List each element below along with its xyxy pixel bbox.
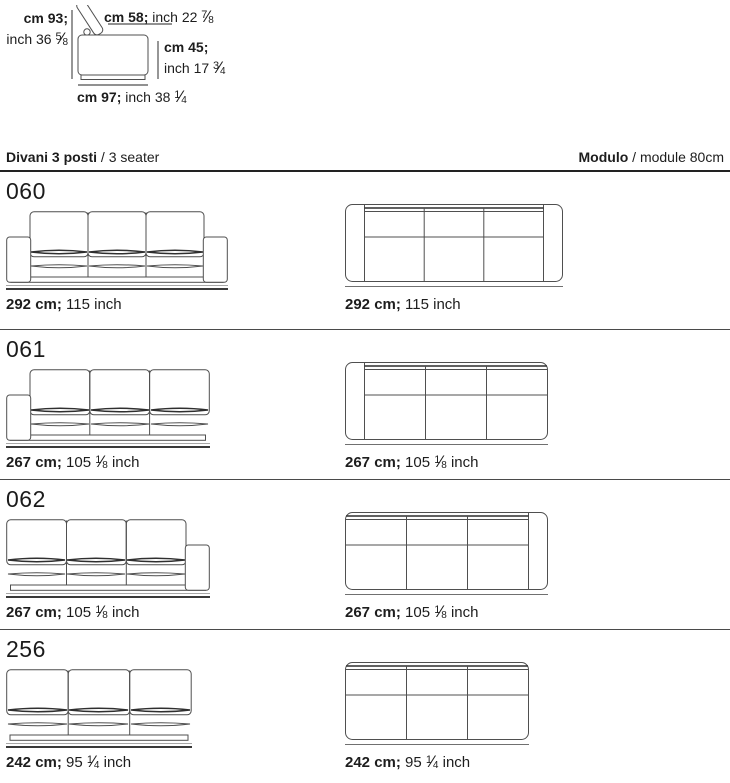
category-header (0, 148, 730, 172)
sofa-plan-view-062 (345, 512, 548, 590)
front-dimension-label: 267 cm; 105 $^1$⁄ 8 inch (6, 452, 345, 474)
plan-dimension-line (345, 444, 548, 452)
model-code: 062 (6, 486, 46, 512)
sofa-front-view-062 (6, 519, 210, 591)
model-row-060 (0, 172, 730, 330)
plan-dimension-label: 242 cm; 95 $^1$⁄ 4 inch (345, 752, 529, 774)
plan-view-cell (345, 512, 548, 624)
model-row-062 (0, 480, 730, 630)
front-view-cell (6, 669, 345, 774)
divani-3-posti-title: Divani 3 posti (6, 149, 98, 165)
height-fraction: $^5$⁄ 8 (55, 31, 68, 47)
sofa-plan-view-061 (345, 362, 548, 440)
plan-dimension-line (345, 594, 548, 602)
back-depth-dimension-label (104, 6, 214, 30)
front-view-cell (6, 519, 345, 624)
side-view-diagram (0, 0, 730, 112)
plan-dimension-line (345, 286, 563, 294)
total-depth-cm: cm 97; (77, 89, 122, 105)
seat-height-cm: cm 45; (164, 39, 209, 55)
module-80cm-subtitle: / module 80cm (628, 149, 724, 165)
plan-dimension-label: 292 cm; 115 inch (345, 296, 461, 313)
model-code: 256 (6, 636, 46, 662)
height-cm: cm 93; (23, 10, 68, 26)
height-dimension-label (0, 9, 68, 52)
model-code: 061 (6, 336, 46, 362)
model-code: 060 (6, 178, 46, 204)
sofa-plan-view-060 (345, 204, 563, 282)
sofa-front-view-061 (6, 369, 210, 441)
front-dimension-line (6, 443, 210, 452)
plinth (81, 75, 145, 80)
back-depth-inch: inch 22 (148, 9, 202, 25)
plan-view-cell (345, 662, 529, 774)
plan-dimension-label: 267 cm; 105 $^1$⁄ 8 inch (345, 452, 548, 474)
front-dimension-label: 267 cm; 105 $^1$⁄ 8 inch (6, 602, 345, 624)
back-depth-fraction: $^7$⁄ 8 (201, 9, 214, 25)
3-seater-subtitle: / 3 seater (97, 149, 160, 165)
plan-dimension-label: 267 cm; 105 $^1$⁄ 8 inch (345, 602, 548, 624)
front-dimension-label: 242 cm; 95 $^1$⁄ 4 inch (6, 752, 345, 774)
back-depth-cm: cm 58; (104, 9, 149, 25)
front-dimension-label: 292 cm; 115 inch (6, 296, 122, 313)
model-row-061 (0, 330, 730, 480)
front-dimension-line (6, 593, 210, 602)
total-depth-dimension-label (77, 86, 187, 110)
modulo-title: Modulo (578, 149, 629, 165)
seat-height-inch: inch 17 (164, 60, 214, 76)
sofa-plan-view-256 (345, 662, 529, 740)
height-inch: inch 36 (6, 31, 56, 47)
pivot-circle (84, 29, 90, 35)
model-row-256 (0, 630, 730, 771)
sofa-front-view-256 (6, 669, 192, 741)
front-view-cell (6, 369, 345, 474)
total-depth-inch: inch 38 (121, 89, 175, 105)
front-view-cell (6, 211, 345, 316)
front-dimension-line (6, 285, 228, 294)
plan-view-cell (345, 362, 548, 474)
seat-height-dimension-label (164, 38, 226, 81)
front-dimension-line (6, 743, 192, 752)
total-depth-fraction: $^1$⁄ 4 (174, 89, 187, 105)
category-title-right (579, 148, 724, 167)
seat-height-fraction: $^3$⁄ 4 (213, 60, 226, 76)
plan-view-cell (345, 204, 563, 316)
category-title-left (6, 148, 159, 167)
seat-body (78, 35, 148, 75)
plan-dimension-line (345, 744, 529, 752)
sofa-front-view-060 (6, 211, 228, 283)
